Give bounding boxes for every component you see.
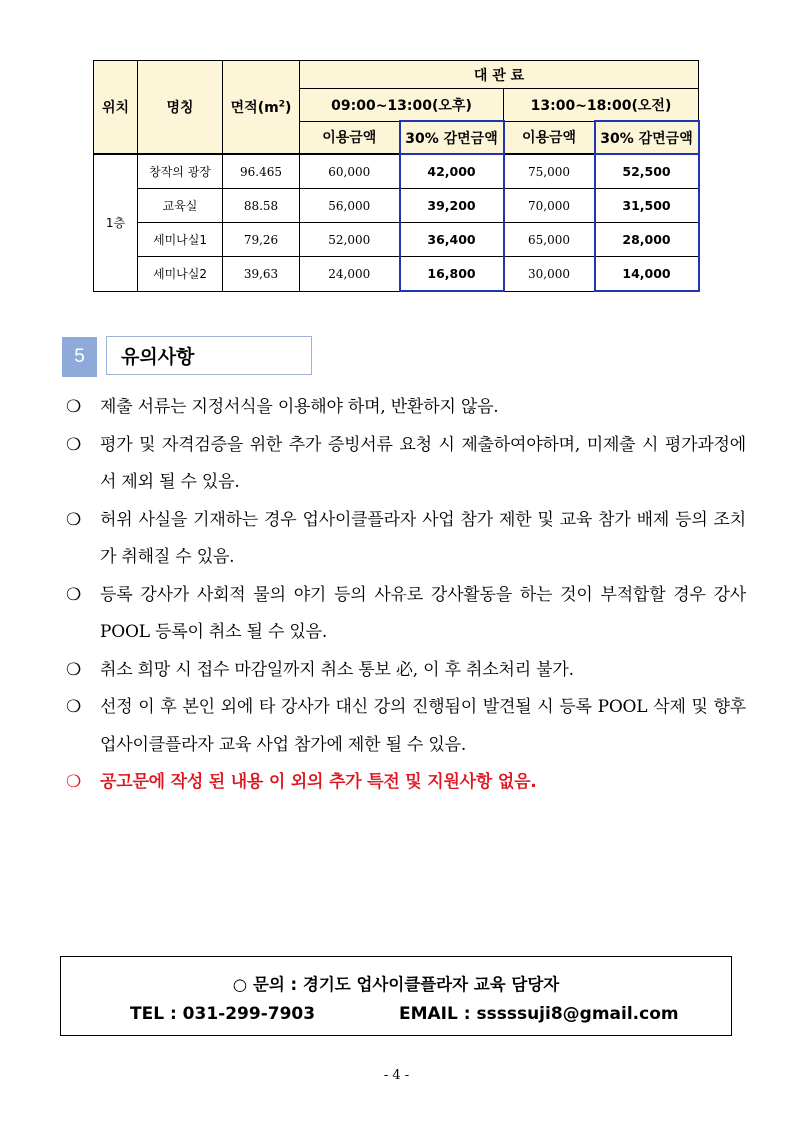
discount-afternoon: 14,000 (595, 257, 699, 292)
header-name: 명칭 (138, 61, 223, 155)
room-area: 79,26 (223, 223, 300, 257)
table-row (94, 257, 699, 292)
fee-afternoon: 30,000 (504, 257, 595, 292)
fee-morning: 24,000 (300, 257, 400, 292)
fee-morning: 56,000 (300, 189, 400, 223)
notes-list (66, 389, 746, 802)
table-row (94, 189, 699, 223)
discount-morning: 42,000 (400, 154, 504, 189)
circle-bullet-icon: ❍ (66, 584, 82, 605)
header-slot-afternoon: 13:00~18:00(오전) (504, 89, 699, 122)
circle-bullet-icon: ❍ (66, 434, 82, 455)
floor-cell: 1층 (94, 154, 138, 291)
rental-fee-table (93, 60, 700, 292)
circle-bullet-icon: ❍ (66, 509, 82, 530)
discount-afternoon: 31,500 (595, 189, 699, 223)
room-area: 96.465 (223, 154, 300, 189)
contact-tel: TEL : 031-299-7903 (130, 1004, 316, 1024)
discount-morning: 16,800 (400, 257, 504, 292)
page-number: - 4 - (383, 1068, 410, 1083)
room-name: 교육실 (138, 189, 223, 223)
header-fee-1: 이용금액 (300, 121, 400, 154)
list-item: ❍ 선정 이 후 본인 외에 타 강사가 대신 강의 진행됨이 발견될 시 등록 POOL 삭제 및 향후 업사이클플라자 교육 사업 참가에 제한 될 수 있음. (66, 689, 746, 764)
contact-email: EMAIL : sssssuji8@gmail.com (399, 1004, 679, 1024)
discount-morning: 39,200 (400, 189, 504, 223)
room-area: 39,63 (223, 257, 300, 292)
list-item: ❍ 취소 희망 시 접수 마감일까지 취소 통보 必, 이 후 취소처리 불가. (66, 652, 746, 690)
room-area: 88.58 (223, 189, 300, 223)
circle-bullet-icon: ❍ (66, 772, 82, 792)
fee-morning: 52,000 (300, 223, 400, 257)
warning-item: ❍ 공고문에 작성 된 내용 이 외의 추가 특전 및 지원사항 없음. (66, 764, 746, 802)
header-discount-1: 30% 감면금액 (400, 121, 504, 154)
discount-morning: 36,400 (400, 223, 504, 257)
fee-morning: 60,000 (300, 154, 400, 189)
contact-box (60, 956, 732, 1036)
discount-afternoon: 28,000 (595, 223, 699, 257)
room-name: 세미나실1 (138, 223, 223, 257)
header-slot-morning: 09:00~13:00(오후) (300, 89, 504, 122)
header-fee-2: 이용금액 (504, 121, 595, 154)
header-location: 위치 (94, 61, 138, 155)
list-item: ❍ 평가 및 자격검증을 위한 추가 증빙서류 요청 시 제출하여야하며, 미제출 시 평가과정에서 제외 될 수 있음. (66, 427, 746, 502)
room-name: 세미나실2 (138, 257, 223, 292)
fee-afternoon: 70,000 (504, 189, 595, 223)
fee-afternoon: 75,000 (504, 154, 595, 189)
list-item: ❍ 허위 사실을 기재하는 경우 업사이클플라자 사업 참가 제한 및 교육 참가 배제 등의 조치가 취해질 수 있음. (66, 502, 746, 577)
fee-afternoon: 65,000 (504, 223, 595, 257)
list-item: ❍ 등록 강사가 사회적 물의 야기 등의 사유로 강사활동을 하는 것이 부적합할 경우 강사 POOL 등록이 취소 될 수 있음. (66, 577, 746, 652)
list-item: ❍ 제출 서류는 지정서식을 이용해야 하며, 반환하지 않음. (66, 389, 746, 427)
contact-inquiry: ○ 문의 : 경기도 업사이클플라자 교육 담당자 (232, 975, 560, 994)
section-number-badge: 5 (62, 337, 97, 377)
discount-afternoon: 52,500 (595, 154, 699, 189)
circle-bullet-icon: ❍ (66, 697, 82, 717)
header-area: 면적$(m^2)$ (223, 61, 300, 155)
table-row (94, 223, 699, 257)
circle-bullet-icon: ❍ (66, 659, 82, 680)
header-rental-fee: 대 관 료 (300, 61, 699, 89)
header-discount-2: 30% 감면금액 (595, 121, 699, 154)
room-name: 창작의 광장 (138, 154, 223, 189)
table-row (94, 154, 699, 189)
circle-bullet-icon: ❍ (66, 397, 82, 417)
section-title: 유의사항 (106, 336, 312, 375)
